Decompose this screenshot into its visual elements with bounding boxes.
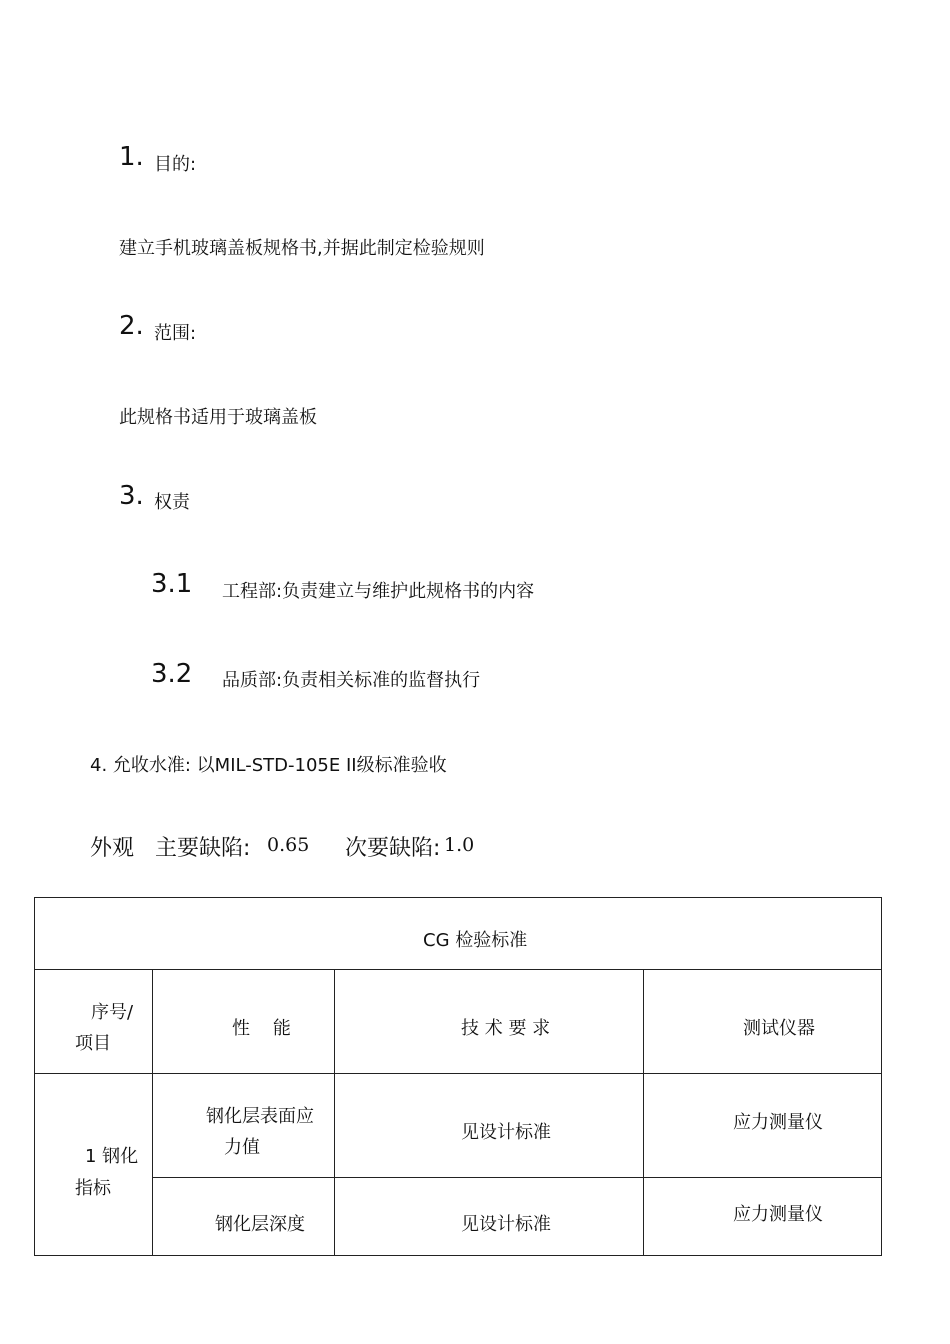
table-title: CG 检验标准	[423, 930, 528, 951]
row1-instrument-text: 应力测量仪	[733, 1112, 823, 1133]
appearance-label: 外观	[90, 836, 135, 861]
section-2-number: 2.	[119, 311, 144, 341]
group-cell	[35, 1074, 153, 1256]
row2-performance	[153, 1178, 335, 1256]
row2-requirement-text: 见设计标准	[461, 1214, 551, 1235]
table-row	[35, 1074, 882, 1178]
row1-performance-line1: 钢化层表面应	[206, 1106, 314, 1127]
header-item	[35, 970, 153, 1074]
header-instrument	[644, 970, 882, 1074]
row2-performance-text: 钢化层深度	[215, 1214, 305, 1235]
minor-defect-label: 次要缺陷:	[345, 836, 441, 861]
row2-instrument-text: 应力测量仪	[733, 1204, 823, 1225]
header-performance-text: 性 能	[232, 1018, 291, 1039]
minor-defect-value: 1.0	[444, 834, 475, 856]
major-defect-label: 主要缺陷:	[155, 836, 251, 861]
section-3-2-text: 品质部:负责相关标准的监督执行	[222, 670, 481, 691]
section-3-2-number: 3.2	[151, 659, 193, 689]
header-requirement	[335, 970, 644, 1074]
row1-instrument	[644, 1074, 882, 1178]
group-line2: 指标	[75, 1177, 111, 1199]
section-3-1-number: 3.1	[151, 569, 193, 599]
section-2-title: 范围:	[154, 323, 197, 344]
table-row	[35, 1178, 882, 1256]
section-2-body: 此规格书适用于玻璃盖板	[119, 407, 317, 428]
section-1-body: 建立手机玻璃盖板规格书,并据此制定检验规则	[119, 238, 485, 259]
row1-requirement	[335, 1074, 644, 1178]
section-3-number: 3.	[119, 481, 144, 511]
header-item-line1: 序号/	[91, 1002, 134, 1023]
row1-performance	[153, 1074, 335, 1178]
table-title-cell	[35, 898, 882, 970]
cg-inspection-table	[34, 897, 882, 1256]
header-requirement-text: 技 术 要 求	[461, 1018, 551, 1039]
row1-requirement-text: 见设计标准	[461, 1122, 551, 1143]
header-instrument-text: 测试仪器	[743, 1018, 815, 1039]
section-1-title: 目的:	[154, 154, 197, 175]
group-line1: 1 钢化	[85, 1145, 139, 1167]
major-defect-value: 0.65	[267, 834, 310, 856]
section-3-title: 权责	[154, 492, 190, 513]
header-item-line2: 项目	[75, 1033, 111, 1054]
row2-requirement	[335, 1178, 644, 1256]
section-1-number: 1.	[119, 142, 144, 172]
row1-performance-line2: 力值	[224, 1137, 260, 1158]
header-performance	[153, 970, 335, 1074]
row2-instrument	[644, 1178, 882, 1256]
section-4-text: 4. 允收水准: 以MIL-STD-105E II级标准验收	[90, 755, 447, 776]
section-3-1-text: 工程部:负责建立与维护此规格书的内容	[222, 581, 535, 602]
